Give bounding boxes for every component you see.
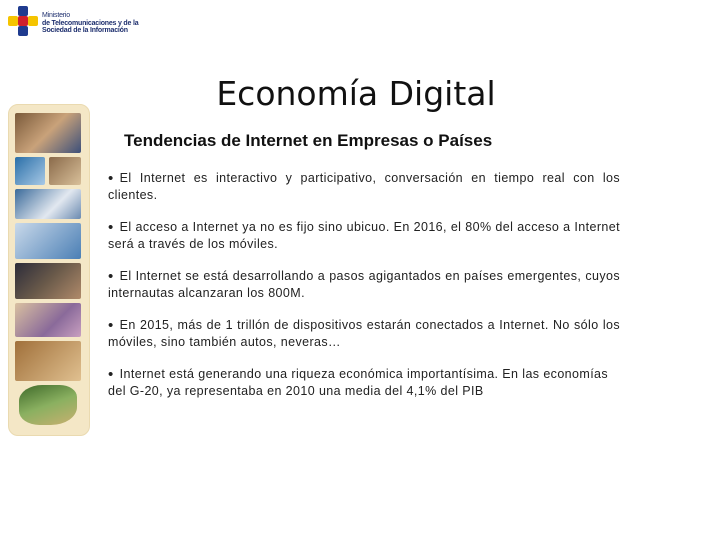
bullet-text: En 2015, más de 1 trillón de dispositivos estarán conectados a Internet. No sólo los móviles, sino también autos, neveras…: [108, 318, 620, 349]
ministry-logo: [8, 6, 138, 40]
bullet-dot: •: [108, 219, 114, 236]
collage-photo: [15, 341, 81, 381]
bullet-item: [108, 366, 620, 400]
bullet-item: [108, 170, 620, 204]
bullet-item: [108, 268, 620, 302]
bullet-text: Internet está generando una riqueza económica importantísima. En las economías del G-20, ya representaba en 2010 una media del 4,1% del PIB: [108, 367, 609, 398]
collage-photo: [15, 223, 81, 259]
bullet-text: El Internet se está desarrollando a pasos agigantados en países emergentes, cuyos internautas alcanzaran los 800M.: [108, 269, 620, 300]
collage-photo: [15, 303, 81, 337]
bullet-dot: •: [108, 366, 114, 383]
ministry-logo-mark-icon: [8, 6, 38, 36]
bullet-text: El Internet es interactivo y participativo, conversación en tiempo real con los clientes.: [108, 171, 620, 202]
bullet-list: [108, 170, 620, 415]
photo-collage-sidebar: [8, 104, 90, 436]
logo-line-3: Sociedad de la Información: [42, 27, 128, 34]
slide-subtitle: Tendencias de Internet en Empresas o Países: [124, 131, 493, 150]
logo-line-2: de Telecomunicaciones y de la: [42, 19, 139, 27]
logo-line-1: Ministerio: [42, 12, 70, 19]
bullet-dot: •: [108, 268, 114, 285]
bullet-item: [108, 219, 620, 253]
collage-photo: [49, 157, 81, 185]
ministry-logo-text: [42, 12, 138, 35]
bullet-dot: •: [108, 170, 114, 187]
collage-photo: [15, 157, 45, 185]
collage-photo: [15, 189, 81, 219]
collage-photo: [15, 263, 81, 299]
bullet-text: El acceso a Internet ya no es fijo sino ubicuo. En 2016, el 80% del acceso a Internet será a través de los móviles.: [108, 220, 620, 251]
bullet-dot: •: [108, 317, 114, 334]
collage-photo: [15, 113, 81, 153]
bullet-item: [108, 317, 620, 351]
collage-map: [19, 385, 77, 425]
slide-title: Economía Digital: [216, 74, 496, 113]
